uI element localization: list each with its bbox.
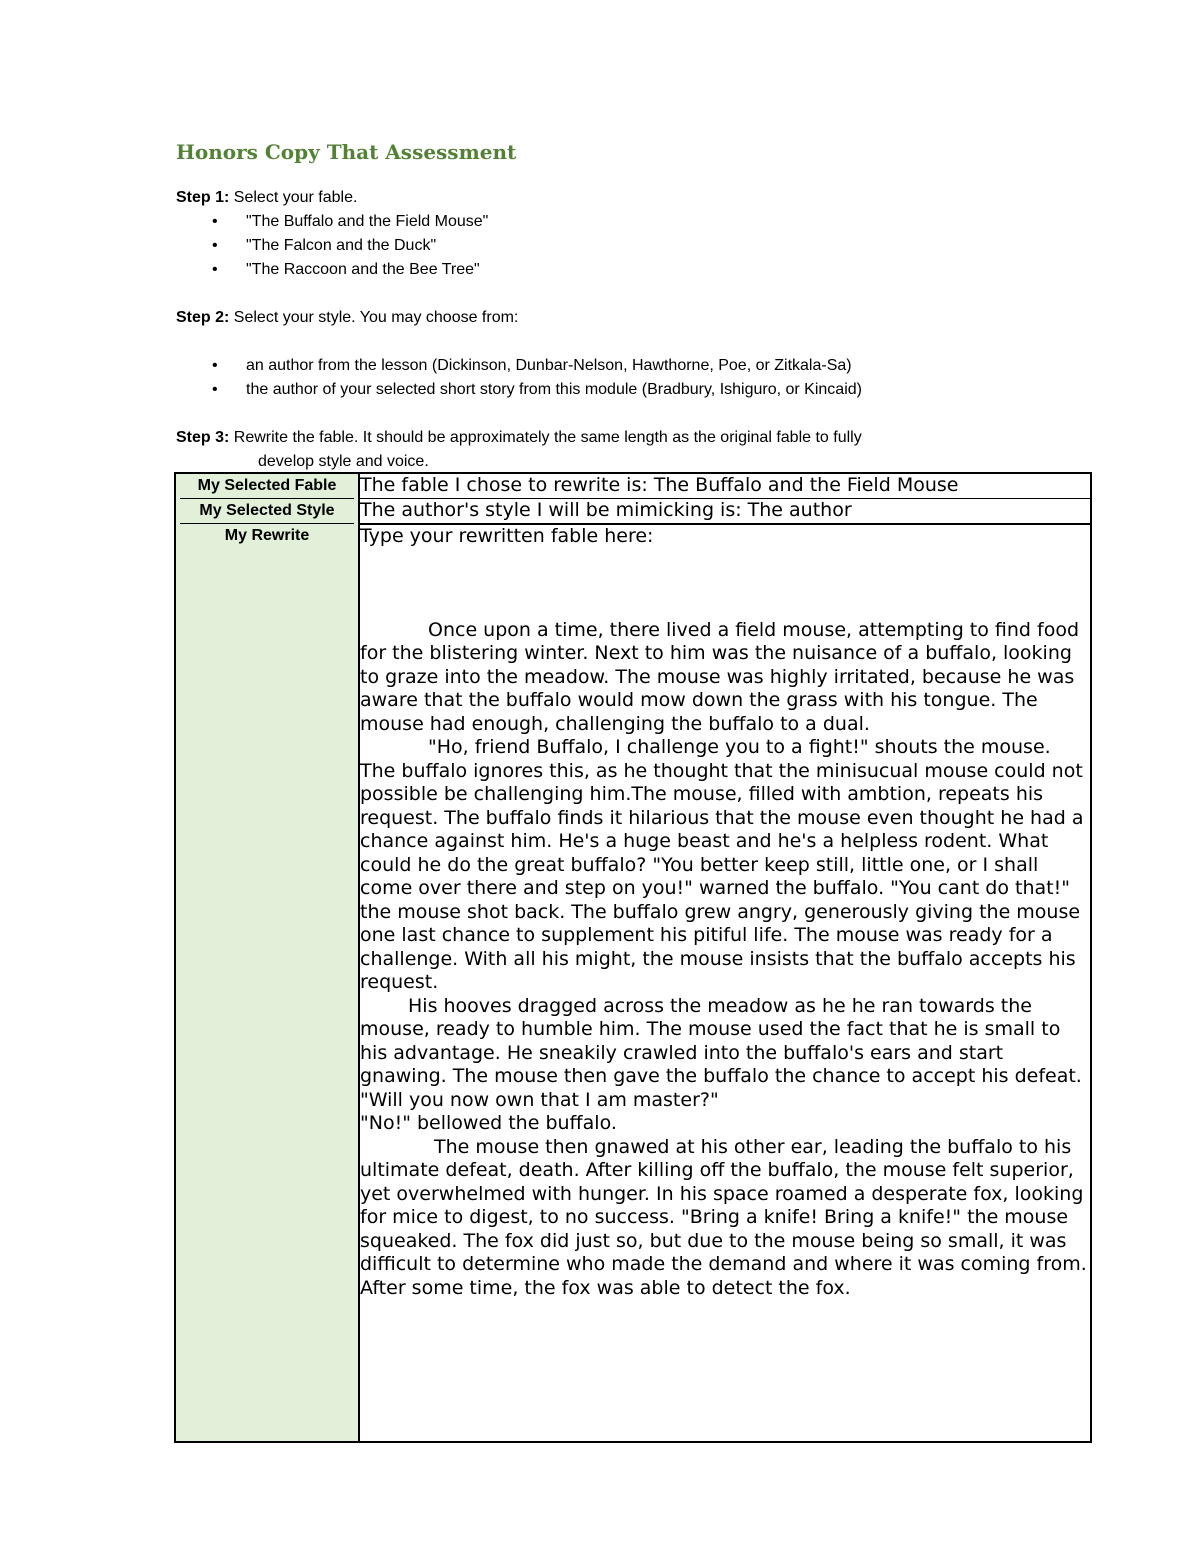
list-item [176,378,1076,402]
rewrite-prompt: Type your rewritten fable here: [360,525,654,547]
step-2-text: Select your style. You may choose from: [229,309,519,326]
rewrite-body [360,525,1090,1300]
style-option: an author from the lesson (Dickinson, Dunbar-Nelson, Hawthorne, Poe, or Zitkala-Sa) [246,357,852,374]
rewrite-label-cell [175,524,359,1442]
fable-value-cell[interactable] [359,473,1091,499]
page-title: Honors Copy That Assessment [176,140,517,164]
rewrite-text-area[interactable] [359,524,1091,1442]
style-value: The author's style I will be mimicking is: The author [360,499,852,521]
rewrite-paragraph: The mouse then gnawed at his other ear, leading the buffalo to his ultimate defeat, death. After killing off the buffalo, the mouse felt superior, yet overwhelmed with hunger. In his space roamed a desperate fox, looking for mice to digest, to no success. "Bring a knife! Bring a knife!" the mouse squeaked. The fox did just so, but due to the mouse being so small, it was difficult to determine who made the demand and where it was coming from. After some time, the fox was able to detect the fox. [360,1135,1087,1299]
assessment-table [174,472,1092,1443]
bullet-icon: • [212,261,218,278]
fable-option: "The Falcon and the Duck" [246,237,437,254]
bullet-icon: • [212,381,218,398]
table-row [175,499,1091,524]
bullet-icon: • [212,213,218,230]
rewrite-label: My Rewrite [224,527,310,544]
fable-label-cell [175,473,359,499]
step-3-text: Rewrite the fable. It should be approximately the same length as the original fable to fully [229,429,862,446]
style-label-cell [175,499,359,524]
table-row [175,524,1091,1442]
step-3-label: Step 3: [176,429,230,446]
bullet-icon: • [212,237,218,254]
fable-option: "The Raccoon and the Bee Tree" [246,261,480,278]
step-3 [176,426,1076,450]
step-1 [176,186,1076,210]
bullet-icon: • [212,357,218,374]
list-item [176,354,1076,378]
rewrite-paragraph: "No!" bellowed the buffalo. [360,1112,617,1134]
fable-options-list [176,210,1076,282]
step-1-label: Step 1: [176,189,230,206]
list-item [176,234,1076,258]
rewrite-paragraph: Once upon a time, there lived a field mouse, attempting to find food for the blistering winter. Next to him was the nuisance of a buffalo, looking to graze into the meadow. The mouse was highly irritated, because he was aware that the buffalo would mow down the grass with his tongue. The mouse had enough, challenging the buffalo to a dual. [360,618,1080,735]
step-1-text: Select your fable. [229,189,358,206]
fable-value: The fable I chose to rewrite is: The Buffalo and the Field Mouse [360,474,1090,499]
rewrite-paragraph: His hooves dragged across the meadow as he he ran towards the mouse, ready to humble him. The mouse used the fact that he is small to his advantage. He sneakily crawled into the buffalo's ears and start gnawing. The mouse then gave the buffalo the chance to accept his defeat. [360,994,1082,1087]
list-item [176,258,1076,282]
fable-label: My Selected Fable [180,474,354,499]
rewrite-paragraph: "Ho, friend Buffalo, I challenge you to a fight!" shouts the mouse. The buffalo ignores this, as he thought that the minisucual mouse could not possible be challenging him.The mouse, filled with ambtion, repeats his request. The buffalo finds it hilarious that the mouse even thought he had a chance against him. He's a huge beast and he's a helpless rodent. What could he do the great buffalo? "You better keep still, little one, or I shall come over there and step on you!" warned the buffalo. "You cant do that!" the mouse shot back. The buffalo grew angry, generously giving the mouse one last chance to supplement his pitiful life. The mouse was ready for a challenge. With all his might, the mouse insists that the buffalo accepts his request. [360,736,1084,993]
style-value-cell[interactable] [359,499,1091,524]
list-item [176,210,1076,234]
style-label: My Selected Style [180,499,354,524]
step-2-label: Step 2: [176,309,230,326]
instructions [176,186,1076,474]
fable-option: "The Buffalo and the Field Mouse" [246,213,489,230]
rewrite-paragraph: "Will you now own that I am master?" [360,1088,719,1111]
style-option: the author of your selected short story from this module (Bradbury, Ishiguro, or Kincaid) [246,381,862,398]
table-row [175,473,1091,499]
step-2 [176,306,1076,330]
step-3-continuation: develop style and voice. [258,453,429,470]
style-options-list [176,354,1076,402]
